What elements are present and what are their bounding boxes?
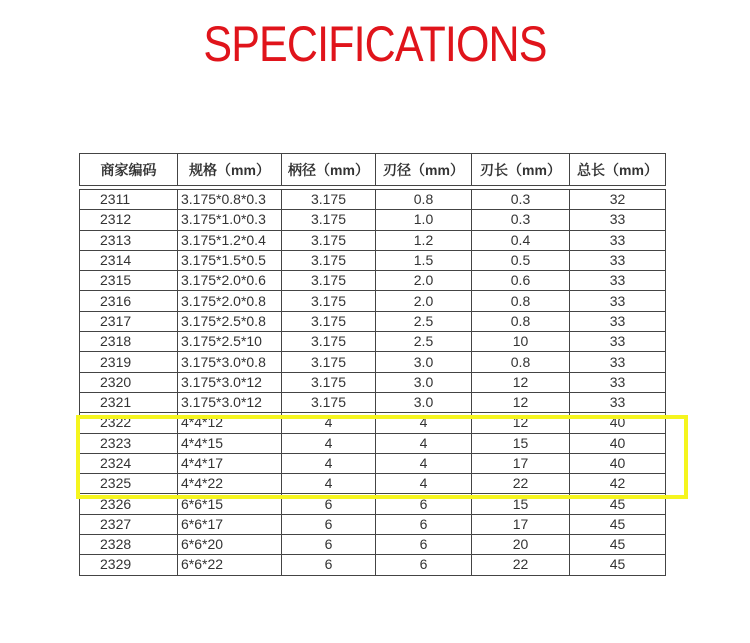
cell-total-length: 33: [570, 291, 666, 311]
cell-blade-length: 0.4: [472, 230, 570, 250]
cell-specification: 4*4*22: [178, 474, 282, 494]
cell-merchant-code: 2316: [80, 291, 178, 311]
cell-specification: 3.175*2.0*0.8: [178, 291, 282, 311]
cell-shank-diameter: 4: [282, 413, 376, 433]
cell-merchant-code: 2326: [80, 494, 178, 514]
cell-shank-diameter: 3.175: [282, 271, 376, 291]
cell-merchant-code: 2328: [80, 535, 178, 555]
cell-merchant-code: 2322: [80, 413, 178, 433]
cell-merchant-code: 2320: [80, 372, 178, 392]
cell-blade-diameter: 1.0: [376, 210, 472, 230]
header-blade-diameter: 刃径（mm）: [376, 154, 472, 186]
cell-blade-diameter: 6: [376, 555, 472, 575]
cell-merchant-code: 2313: [80, 230, 178, 250]
cell-specification: 6*6*20: [178, 535, 282, 555]
cell-blade-diameter: 6: [376, 494, 472, 514]
cell-shank-diameter: 6: [282, 555, 376, 575]
cell-merchant-code: 2317: [80, 311, 178, 331]
cell-total-length: 33: [570, 230, 666, 250]
cell-total-length: 45: [570, 514, 666, 534]
cell-blade-length: 15: [472, 494, 570, 514]
cell-merchant-code: 2325: [80, 474, 178, 494]
cell-blade-diameter: 3.0: [376, 372, 472, 392]
cell-merchant-code: 2319: [80, 352, 178, 372]
table-row: [80, 433, 666, 453]
table-row: [80, 250, 666, 270]
cell-specification: 4*4*17: [178, 453, 282, 473]
cell-specification: 3.175*3.0*12: [178, 392, 282, 412]
cell-shank-diameter: 3.175: [282, 392, 376, 412]
table-row: [80, 413, 666, 433]
cell-total-length: 40: [570, 433, 666, 453]
cell-blade-length: 22: [472, 555, 570, 575]
cell-specification: 3.175*0.8*0.3: [178, 190, 282, 210]
cell-shank-diameter: 4: [282, 474, 376, 494]
cell-shank-diameter: 6: [282, 494, 376, 514]
cell-total-length: 45: [570, 535, 666, 555]
cell-total-length: 33: [570, 332, 666, 352]
cell-blade-diameter: 1.5: [376, 250, 472, 270]
cell-blade-length: 0.8: [472, 352, 570, 372]
cell-blade-diameter: 0.8: [376, 190, 472, 210]
table-row: [80, 474, 666, 494]
cell-blade-length: 12: [472, 372, 570, 392]
cell-shank-diameter: 3.175: [282, 372, 376, 392]
cell-shank-diameter: 3.175: [282, 210, 376, 230]
table-row: [80, 352, 666, 372]
table-row: [80, 271, 666, 291]
cell-shank-diameter: 3.175: [282, 332, 376, 352]
table-row: [80, 392, 666, 412]
header-shank-diameter: 柄径（mm）: [282, 154, 376, 186]
cell-blade-diameter: 4: [376, 474, 472, 494]
cell-specification: 3.175*1.5*0.5: [178, 250, 282, 270]
specifications-table: [79, 153, 666, 576]
table-row: [80, 453, 666, 473]
cell-merchant-code: 2311: [80, 190, 178, 210]
cell-blade-length: 0.3: [472, 190, 570, 210]
cell-blade-length: 0.3: [472, 210, 570, 230]
cell-shank-diameter: 3.175: [282, 311, 376, 331]
table-row: [80, 372, 666, 392]
cell-blade-diameter: 2.0: [376, 271, 472, 291]
cell-specification: 3.175*2.0*0.6: [178, 271, 282, 291]
cell-blade-length: 20: [472, 535, 570, 555]
table-row: [80, 190, 666, 210]
header-total-length: 总长（mm）: [570, 154, 666, 186]
cell-merchant-code: 2312: [80, 210, 178, 230]
cell-total-length: 33: [570, 352, 666, 372]
cell-blade-diameter: 2.5: [376, 332, 472, 352]
cell-blade-length: 12: [472, 392, 570, 412]
table-row: [80, 291, 666, 311]
table-header-row: [80, 154, 666, 186]
cell-blade-length: 0.8: [472, 311, 570, 331]
cell-blade-length: 10: [472, 332, 570, 352]
cell-blade-diameter: 2.0: [376, 291, 472, 311]
cell-specification: 3.175*3.0*12: [178, 372, 282, 392]
cell-specification: 3.175*2.5*10: [178, 332, 282, 352]
table-row: [80, 311, 666, 331]
cell-total-length: 33: [570, 392, 666, 412]
cell-total-length: 33: [570, 372, 666, 392]
cell-specification: 6*6*22: [178, 555, 282, 575]
cell-specification: 4*4*15: [178, 433, 282, 453]
cell-total-length: 33: [570, 210, 666, 230]
cell-merchant-code: 2327: [80, 514, 178, 534]
table-row: [80, 494, 666, 514]
cell-blade-length: 17: [472, 453, 570, 473]
table-row: [80, 332, 666, 352]
table-body: [80, 190, 666, 576]
header-specification: 规格（mm）: [178, 154, 282, 186]
cell-shank-diameter: 3.175: [282, 352, 376, 372]
cell-total-length: 33: [570, 250, 666, 270]
cell-blade-diameter: 4: [376, 413, 472, 433]
cell-specification: 4*4*12: [178, 413, 282, 433]
cell-blade-diameter: 4: [376, 433, 472, 453]
cell-shank-diameter: 3.175: [282, 250, 376, 270]
cell-blade-diameter: 3.0: [376, 392, 472, 412]
cell-specification: 3.175*2.5*0.8: [178, 311, 282, 331]
cell-merchant-code: 2324: [80, 453, 178, 473]
cell-specification: 3.175*3.0*0.8: [178, 352, 282, 372]
cell-shank-diameter: 4: [282, 453, 376, 473]
cell-shank-diameter: 3.175: [282, 291, 376, 311]
cell-merchant-code: 2318: [80, 332, 178, 352]
cell-shank-diameter: 3.175: [282, 190, 376, 210]
page-title: SPECIFICATIONS: [203, 16, 547, 72]
cell-blade-length: 15: [472, 433, 570, 453]
cell-merchant-code: 2321: [80, 392, 178, 412]
cell-blade-length: 22: [472, 474, 570, 494]
cell-shank-diameter: 6: [282, 535, 376, 555]
cell-blade-diameter: 6: [376, 535, 472, 555]
cell-blade-diameter: 3.0: [376, 352, 472, 372]
cell-blade-diameter: 4: [376, 453, 472, 473]
cell-shank-diameter: 6: [282, 514, 376, 534]
cell-blade-length: 17: [472, 514, 570, 534]
cell-total-length: 33: [570, 311, 666, 331]
cell-shank-diameter: 4: [282, 433, 376, 453]
cell-total-length: 33: [570, 271, 666, 291]
cell-total-length: 42: [570, 474, 666, 494]
cell-total-length: 45: [570, 494, 666, 514]
cell-total-length: 45: [570, 555, 666, 575]
cell-merchant-code: 2323: [80, 433, 178, 453]
cell-total-length: 32: [570, 190, 666, 210]
cell-blade-diameter: 2.5: [376, 311, 472, 331]
cell-total-length: 40: [570, 453, 666, 473]
cell-specification: 6*6*17: [178, 514, 282, 534]
table-row: [80, 555, 666, 575]
cell-merchant-code: 2329: [80, 555, 178, 575]
cell-blade-length: 0.8: [472, 291, 570, 311]
cell-total-length: 40: [570, 413, 666, 433]
cell-blade-diameter: 6: [376, 514, 472, 534]
table-row: [80, 230, 666, 250]
table-row: [80, 535, 666, 555]
header-blade-length: 刃长（mm）: [472, 154, 570, 186]
cell-blade-length: 12: [472, 413, 570, 433]
cell-specification: 3.175*1.2*0.4: [178, 230, 282, 250]
table-row: [80, 514, 666, 534]
cell-blade-length: 0.6: [472, 271, 570, 291]
header-merchant-code: 商家编码: [80, 154, 178, 186]
table-row: [80, 210, 666, 230]
cell-shank-diameter: 3.175: [282, 230, 376, 250]
cell-specification: 6*6*15: [178, 494, 282, 514]
cell-blade-diameter: 1.2: [376, 230, 472, 250]
cell-specification: 3.175*1.0*0.3: [178, 210, 282, 230]
cell-blade-length: 0.5: [472, 250, 570, 270]
cell-merchant-code: 2314: [80, 250, 178, 270]
cell-merchant-code: 2315: [80, 271, 178, 291]
